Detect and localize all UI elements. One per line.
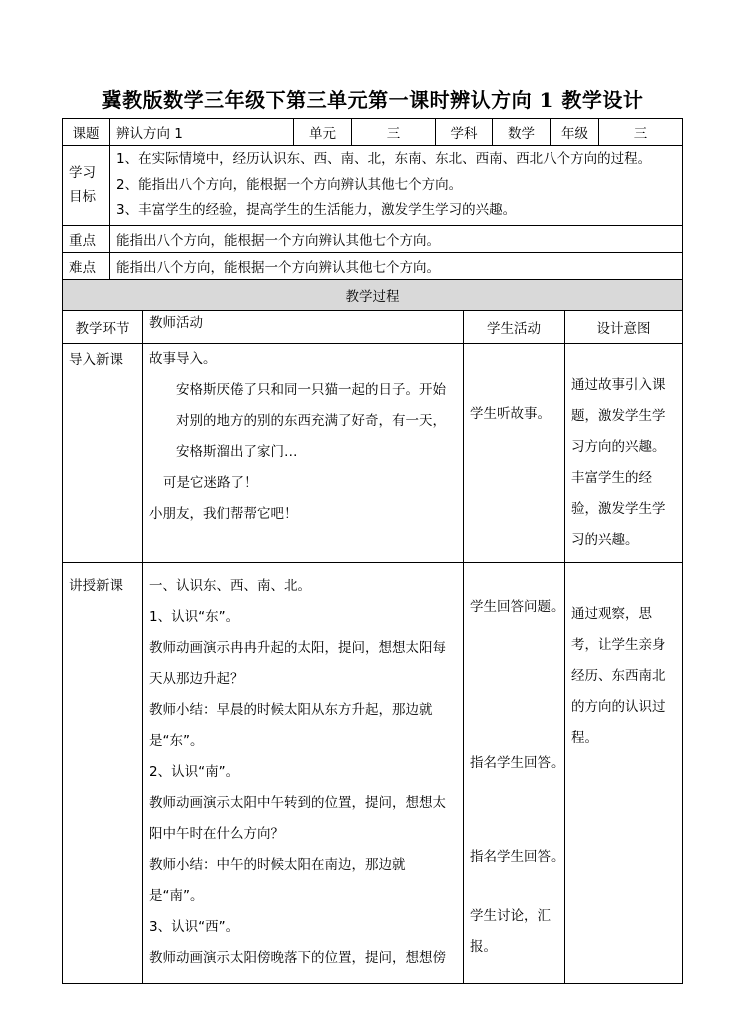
column-header-stage: 教学环节 bbox=[63, 311, 143, 344]
difficult-point-value: 能指出八个方向，能根据一个方向辨认其他七个方向。 bbox=[110, 252, 683, 279]
objectives-label-line1: 学习 bbox=[69, 165, 96, 182]
page-title: 冀教版数学三年级下第三单元第一课时辨认方向 1 教学设计 bbox=[101, 88, 644, 112]
lesson-student-line: 学生回答问题。 bbox=[470, 599, 565, 615]
objectives-list bbox=[110, 146, 683, 226]
unit-value: 三 bbox=[352, 119, 436, 146]
objective-item: 3、丰富学生的经验，提高学生的生活能力，激发学生学习的兴趣。 bbox=[116, 202, 517, 218]
lesson-teacher-line: 教师动画演示冉冉升起的太阳，提问，想想太阳每天从那边升起？ bbox=[149, 640, 446, 687]
objectives-row bbox=[63, 146, 683, 226]
intro-stage: 导入新课 bbox=[63, 344, 143, 563]
lesson-student-activity bbox=[464, 563, 565, 984]
lesson-teacher-line: 一、认识东、西、南、北。 bbox=[149, 578, 311, 594]
lesson-teacher-activity bbox=[143, 563, 464, 984]
intro-row bbox=[63, 344, 683, 563]
key-point-row bbox=[63, 225, 683, 252]
column-header-teacher: 教师活动 bbox=[143, 311, 464, 344]
unit-label: 单元 bbox=[294, 119, 352, 146]
process-table bbox=[62, 279, 683, 984]
intro-teacher-line: 可是它迷路了！ bbox=[163, 475, 258, 491]
lesson-student-line: 指名学生回答。 bbox=[470, 849, 565, 865]
difficult-point-row bbox=[63, 252, 683, 279]
lesson-teacher-line: 教师动画演示太阳傍晚落下的位置，提问，想想傍 bbox=[149, 950, 446, 966]
key-point-label: 重点 bbox=[63, 225, 110, 252]
subject-label: 学科 bbox=[436, 119, 493, 146]
objective-item: 1、在实际情境中，经历认识东、西、南、北，东南、东北、西南、西北八个方向的过程。 bbox=[116, 151, 652, 167]
process-column-headers bbox=[63, 311, 683, 344]
process-heading-row bbox=[63, 280, 683, 311]
lesson-teacher-line: 教师动画演示太阳中午转到的位置，提问，想想太阳中午时在什么方向？ bbox=[149, 795, 446, 842]
lesson-teacher-line: 2、认识“南”。 bbox=[149, 764, 240, 780]
lesson-student-line: 指名学生回答。 bbox=[470, 755, 565, 771]
lesson-teacher-line: 1、认识“东”。 bbox=[149, 609, 240, 625]
intro-teacher-activity bbox=[143, 344, 464, 563]
intro-teacher-line: 安格斯厌倦了只和同一只猫一起的日子。开始对别的地方的别的东西充满了好奇，有一天，安格斯溜出了家门… bbox=[176, 382, 446, 460]
lesson-row bbox=[63, 563, 683, 984]
objectives-label bbox=[63, 146, 110, 226]
grade-label: 年级 bbox=[551, 119, 599, 146]
objective-item: 2、能指出八个方向，能根据一个方向辨认其他七个方向。 bbox=[116, 176, 463, 193]
objectives-label-line2: 目标 bbox=[69, 189, 96, 206]
process-heading: 教学过程 bbox=[63, 280, 683, 311]
lesson-stage: 讲授新课 bbox=[63, 563, 143, 984]
lesson-student-line: 学生讨论，汇报。 bbox=[470, 908, 551, 955]
topic-label: 课题 bbox=[63, 119, 110, 146]
lesson-teacher-line: 教师小结：中午的时候太阳在南边，那边就是“南”。 bbox=[149, 857, 406, 904]
grade-value: 三 bbox=[599, 119, 683, 146]
difficult-point-label: 难点 bbox=[63, 252, 110, 279]
column-header-student: 学生活动 bbox=[464, 311, 565, 344]
topic-value: 辨认方向 1 bbox=[110, 119, 294, 146]
lesson-teacher-line: 3、认识“西”。 bbox=[149, 919, 240, 935]
intro-teacher-line: 小朋友，我们帮帮它吧！ bbox=[149, 506, 298, 522]
intro-teacher-line: 故事导入。 bbox=[149, 351, 217, 367]
lesson-teacher-line: 教师小结：早晨的时候太阳从东方升起，那边就是“东”。 bbox=[149, 702, 433, 749]
intro-student-activity: 学生听故事。 bbox=[464, 344, 565, 563]
lesson-design-intent: 通过观察，思考，让学生亲身经历、东西南北的方向的认识过程。 bbox=[565, 563, 683, 984]
column-header-intent: 设计意图 bbox=[565, 311, 683, 344]
subject-value: 数学 bbox=[493, 119, 551, 146]
topic-row bbox=[63, 119, 683, 146]
info-table bbox=[62, 118, 683, 280]
key-point-value: 能指出八个方向，能根据一个方向辨认其他七个方向。 bbox=[110, 225, 683, 252]
intro-design-intent: 通过故事引入课题，激发学生学习方向的兴趣。丰富学生的经验，激发学生学习的兴趣。 bbox=[565, 344, 683, 563]
